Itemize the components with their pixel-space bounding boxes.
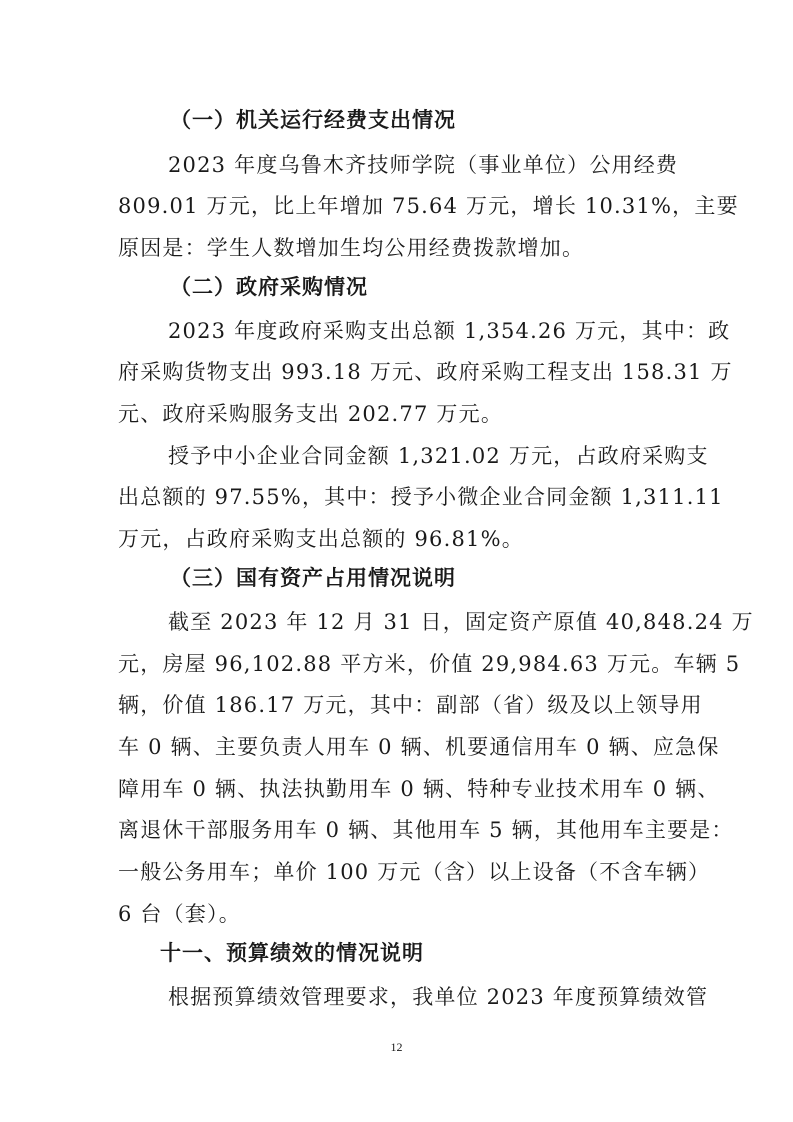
paragraph-line: 授予中小企业合同金额 1,321.02 万元，占政府采购支: [168, 444, 709, 468]
paragraph-line: 万元，占政府采购支出总额的 96.81%。: [118, 527, 524, 551]
paragraph-line: 根据预算绩效管理要求，我单位 2023 年度预算绩效管: [168, 985, 709, 1009]
paragraph-line: 原因是：学生人数增加生均公用经费拨款增加。: [118, 236, 585, 260]
paragraph-line: 2023 年度乌鲁木齐技师学院（事业单位）公用经费: [168, 153, 679, 177]
paragraph-line: 车 0 辆、主要负责人用车 0 辆、机要通信用车 0 辆、应急保: [118, 735, 720, 759]
paragraph-line: 出总额的 97.55%，其中：授予小微企业合同金额 1,311.11: [118, 485, 724, 509]
paragraph-line: 2023 年度政府采购支出总额 1,354.26 万元，其中：政: [168, 319, 731, 343]
section-heading-state-assets: （三）国有资产占用情况说明: [170, 566, 456, 590]
paragraph-line: 辆，价值 186.17 万元，其中：副部（省）级及以上领导用: [118, 693, 703, 717]
paragraph-line: 截至 2023 年 12 月 31 日，固定资产原值 40,848.24 万: [168, 610, 754, 634]
paragraph-line: 一般公务用车；单价 100 万元（含）以上设备（不含车辆）: [118, 860, 711, 884]
paragraph-line: 元、政府采购服务支出 202.77 万元。: [118, 402, 504, 426]
page-number: 12: [390, 1040, 403, 1054]
section-heading-budget-performance: 十一、预算绩效的情况说明: [160, 941, 424, 965]
paragraph-line: 6 台（套）。: [118, 902, 241, 926]
paragraph-line: 809.01 万元，比上年增加 75.64 万元，增长 10.31%，主要: [118, 194, 739, 218]
paragraph-line: 府采购货物支出 993.18 万元、政府采购工程支出 158.31 万: [118, 360, 733, 384]
section-heading-operating-expenses: （一）机关运行经费支出情况: [170, 108, 456, 132]
paragraph-line: 元，房屋 96,102.88 平方米，价值 29,984.63 万元。车辆 5: [118, 652, 741, 676]
paragraph-line: 障用车 0 辆、执法执勤用车 0 辆、特种专业技术用车 0 辆、: [118, 777, 720, 801]
section-heading-procurement: （二）政府采购情况: [170, 275, 368, 299]
paragraph-line: 离退休干部服务用车 0 辆、其他用车 5 辆，其他用车主要是：: [118, 818, 734, 842]
